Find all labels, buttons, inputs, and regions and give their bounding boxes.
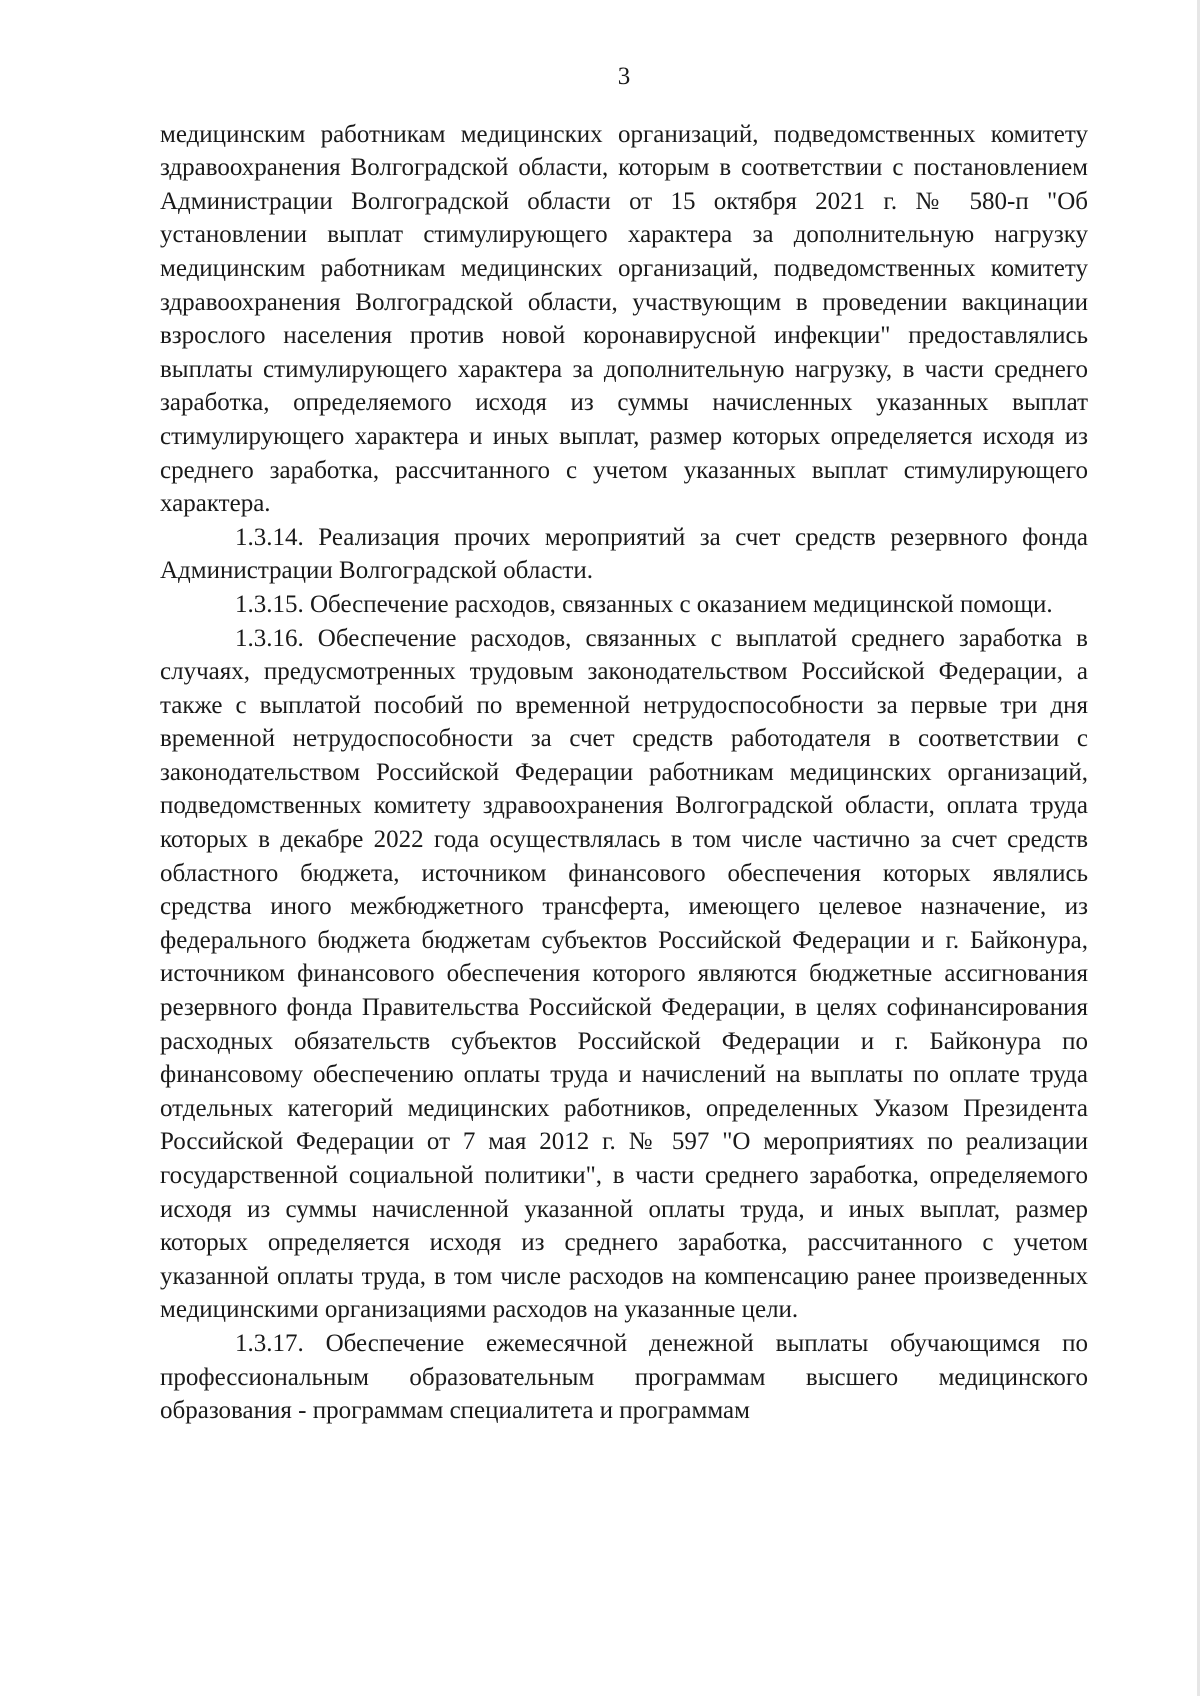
paragraph-1-3-15: 1.3.15. Обеспечение расходов, связанных с оказанием медицинской помощи. (235, 590, 1053, 618)
paragraph-continuation: медицинским работникам медицинских организаций, подведомственных комитету здравоохранения Волгоградской области, которым в соответствии с постановлением Администрации Волгоградской области от 15 октября 2021 г. № 580-п "Об установлении выплат стимулирующего характера за дополнительную нагрузку медицинским работникам медицинских организаций, подведомственных комитету здравоохранения Волгоградской области, участвующим в проведении вакцинации взрослого населения против новой коронавирусной инфекции" предоставлялись выплаты стимулирующего характера за дополнительную нагрузку, в части среднего заработка, определяемого исходя из суммы начисленных указанных выплат стимулирующего характера и иных выплат, размер которых определяется исходя из среднего заработка, рассчитанного с учетом указанных выплат стимулирующего характера. (160, 120, 1088, 518)
paragraph-1-3-14: 1.3.14. Реализация прочих мероприятий за счет средств резервного фонда Администрации Волгоградской области. (160, 523, 1088, 585)
page-number: 3 (617, 63, 631, 90)
paragraph-1-3-17: 1.3.17. Обеспечение ежемесячной денежной выплаты обучающимся по профессиональным образовательным программам высшего медицинского образования - программам специалитета и программам (160, 1329, 1088, 1425)
paragraph-1-3-16: 1.3.16. Обеспечение расходов, связанных с выплатой среднего заработка в случаях, предусмотренных трудовым законодательством Российской Федерации, а также с выплатой пособий по временной нетрудоспособности за первые три дня временной нетрудоспособности за счет средств работодателя в соответствии с законодательством Российской Федерации работникам медицинских организаций, подведомственных комитету здравоохранения Волгоградской области, оплата труда которых в декабре 2022 года осуществлялась в том числе частично за счет средств областного бюджета, источником финансового обеспечения которых являлись средства иного межбюджетного трансферта, имеющего целевое назначение, из федерального бюджета бюджетам субъектов Российской Федерации и г. Байконура, источником финансового обеспечения которого являются бюджетные ассигнования резервного фонда Правительства Российской Федерации, в целях софинансирования расходных обязательств субъектов Российской Федерации и г. Байконура по финансовому обеспечению оплаты труда и начислений на выплаты по оплате труда отдельных категорий медицинских работников, определенных Указом Президента Российской Федерации от 7 мая 2012 г. № 597 "О мероприятиях по реализации государственной социальной политики", в части среднего заработка, определяемого исходя из суммы начисленной указанной оплаты труда, и иных выплат, размер которых определяется исходя из среднего заработка, рассчитанного с учетом указанной оплаты труда, в том числе расходов на компенсацию ранее произведенных медицинскими организациями расходов на указанные цели. (160, 624, 1088, 1324)
document-page (160, 60, 1088, 1428)
